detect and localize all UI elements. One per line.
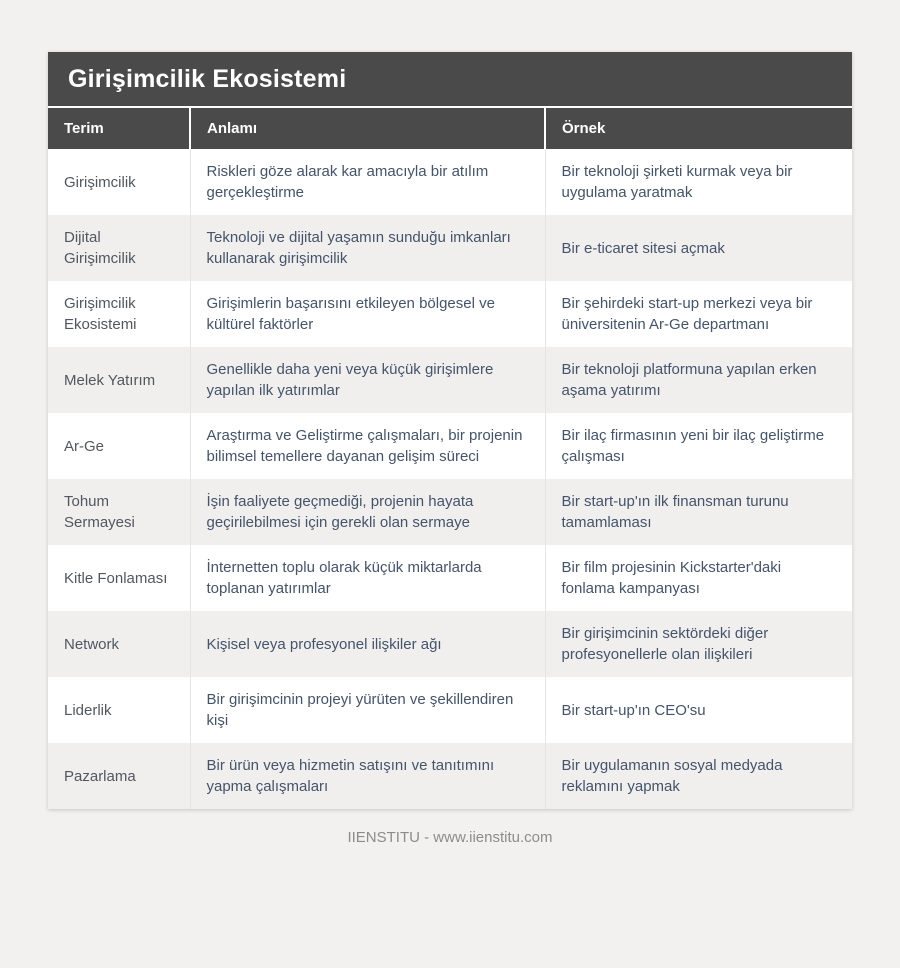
table-row	[48, 281, 852, 347]
term-cell: Tohum Sermayesi	[64, 493, 135, 531]
meaning-cell: Bir girişimcinin projeyi yürüten ve şekillendiren kişi	[190, 677, 545, 743]
table-row	[48, 347, 852, 413]
table-row	[48, 743, 852, 809]
glossary-table	[48, 108, 852, 809]
table-row	[48, 215, 852, 281]
glossary-card	[48, 52, 852, 809]
meaning-cell: Teknoloji ve dijital yaşamın sunduğu imkanları kullanarak girişimcilik	[190, 215, 545, 281]
term-cell: Dijital Girişimcilik	[64, 229, 136, 267]
example-cell: Bir e-ticaret sitesi açmak	[545, 215, 852, 281]
footer-credit: IIENSTITU - www.iienstitu.com	[347, 829, 553, 846]
term-cell: Kitle Fonlaması	[64, 569, 168, 587]
table-row	[48, 413, 852, 479]
example-cell: Bir şehirdeki start-up merkezi veya bir üniversitenin Ar-Ge departmanı	[545, 281, 852, 347]
table-row	[48, 479, 852, 545]
example-cell: Bir start-up'ın CEO'su	[545, 677, 852, 743]
table-header	[48, 108, 852, 149]
term-cell: Network	[64, 635, 120, 653]
meaning-cell: Genellikle daha yeni veya küçük girişimlere yapılan ilk yatırımlar	[190, 347, 545, 413]
table-row	[48, 677, 852, 743]
example-cell: Bir uygulamanın sosyal medyada reklamını yapmak	[545, 743, 852, 809]
example-cell: Bir start-up'ın ilk finansman turunu tamamlaması	[545, 479, 852, 545]
table-body	[48, 149, 852, 809]
page-title: Girişimcilik Ekosistemi	[48, 52, 852, 108]
table-row	[48, 545, 852, 611]
example-cell: Bir film projesinin Kickstarter'daki fonlama kampanyası	[545, 545, 852, 611]
example-cell: Bir teknoloji platformuna yapılan erken aşama yatırımı	[545, 347, 852, 413]
header-row	[48, 108, 852, 149]
meaning-cell: Riskleri göze alarak kar amacıyla bir atılım gerçekleştirme	[190, 149, 545, 215]
term-cell: Girişimcilik Ekosistemi	[64, 295, 137, 333]
term-cell: Girişimcilik	[64, 173, 136, 191]
meaning-cell: Bir ürün veya hizmetin satışını ve tanıtımını yapma çalışmaları	[190, 743, 545, 809]
meaning-cell: Araştırma ve Geliştirme çalışmaları, bir projenin bilimsel temellere dayanan gelişim süreci	[190, 413, 545, 479]
meaning-cell: Kişisel veya profesyonel ilişkiler ağı	[190, 611, 545, 677]
column-header-example: Örnek	[545, 108, 852, 149]
column-header-term: Terim	[48, 108, 190, 149]
term-cell: Liderlik	[64, 701, 112, 719]
meaning-cell: İnternetten toplu olarak küçük miktarlarda toplanan yatırımlar	[190, 545, 545, 611]
table-row	[48, 149, 852, 215]
meaning-cell: İşin faaliyete geçmediği, projenin hayata geçirilebilmesi için gerekli olan sermaye	[190, 479, 545, 545]
example-cell: Bir girişimcinin sektördeki diğer profesyonellerle olan ilişkileri	[545, 611, 852, 677]
meaning-cell: Girişimlerin başarısını etkileyen bölgesel ve kültürel faktörler	[190, 281, 545, 347]
column-header-meaning: Anlamı	[190, 108, 545, 149]
example-cell: Bir ilaç firmasının yeni bir ilaç geliştirme çalışması	[545, 413, 852, 479]
term-cell: Melek Yatırım	[64, 371, 156, 389]
term-cell: Ar-Ge	[64, 437, 105, 455]
table-row	[48, 611, 852, 677]
term-cell: Pazarlama	[64, 767, 136, 785]
example-cell: Bir teknoloji şirketi kurmak veya bir uygulama yaratmak	[545, 149, 852, 215]
